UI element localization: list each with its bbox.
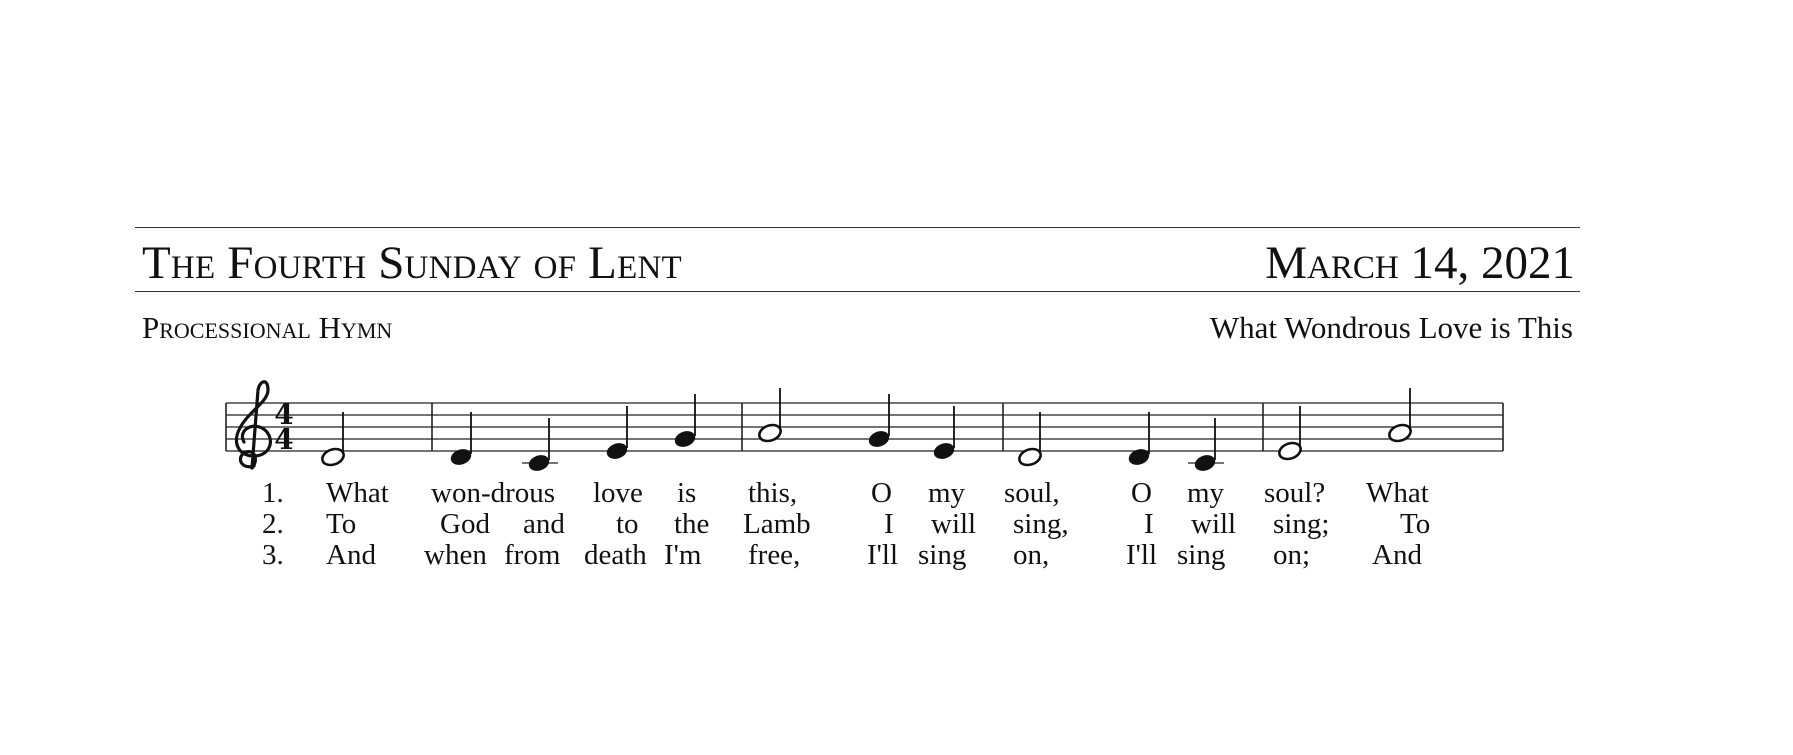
lyric-syllable: And	[326, 539, 376, 571]
lyric-syllable: my	[1187, 477, 1225, 509]
lyric-syllable: on;	[1273, 539, 1311, 571]
lyric-syllable: to	[616, 508, 639, 540]
verse-number: 2.	[262, 508, 284, 540]
lyric-syllable: on,	[1013, 539, 1050, 571]
lyric-syllable: won-drous	[431, 477, 556, 509]
note-half	[757, 388, 783, 444]
lyric-syllable: this,	[748, 477, 798, 509]
lyric-syllable: I'm	[664, 539, 702, 571]
lyric-syllable: the	[674, 508, 710, 540]
lyric-syllable: I	[1144, 508, 1154, 540]
lyric-syllable: I'll	[1126, 539, 1157, 571]
note-quarter	[522, 418, 558, 474]
note-quarter	[673, 394, 698, 450]
time-signature-top: 4	[274, 398, 294, 431]
lyric-syllable: I'll	[867, 539, 898, 571]
staff-lines	[226, 403, 1503, 451]
lyric-syllable: Lamb	[743, 508, 811, 540]
lyric-syllable: What	[326, 477, 389, 509]
note-quarter	[449, 412, 474, 468]
lyric-syllable: soul,	[1004, 477, 1060, 509]
lyric-syllable: sing,	[1013, 508, 1069, 540]
lyric-syllable: sing;	[1273, 508, 1330, 540]
lyric-syllable: will	[1191, 508, 1237, 540]
hymn-title: What Wondrous Love is This	[1209, 310, 1573, 345]
note-quarter	[867, 394, 892, 450]
lyric-syllable: To	[1400, 508, 1431, 540]
service-title: The Fourth Sunday of Lent	[142, 237, 682, 289]
lyric-syllable: sing	[918, 539, 967, 571]
lyric-syllable: O	[1131, 477, 1152, 509]
section-label: Processional Hymn	[142, 310, 393, 345]
service-date: March 14, 2021	[1265, 237, 1575, 289]
note-quarter	[932, 406, 957, 462]
lyric-syllable: What	[1366, 477, 1429, 509]
note-half	[320, 412, 346, 468]
note-quarter	[1188, 418, 1224, 474]
lyric-syllable: To	[326, 508, 357, 540]
lyric-syllable: from	[504, 539, 561, 571]
lyric-syllable: free,	[748, 539, 801, 571]
treble-clef-icon	[236, 382, 270, 468]
lyric-syllable: when	[424, 539, 487, 571]
lyric-syllable: soul?	[1264, 477, 1326, 509]
note-quarter	[1127, 412, 1152, 468]
lyric-syllable: O	[871, 477, 892, 509]
lyric-syllable: sing	[1177, 539, 1226, 571]
lyric-syllable: God	[440, 508, 490, 540]
verse-number: 1.	[262, 477, 284, 509]
lyric-syllable: love	[593, 477, 643, 509]
time-signature-bottom: 4	[274, 423, 294, 456]
verse-number: 3.	[262, 539, 284, 571]
note-half	[1017, 412, 1043, 468]
note-half	[1387, 388, 1413, 444]
lyric-syllable: death	[584, 539, 647, 571]
lyric-syllable: will	[931, 508, 977, 540]
lyric-syllable: is	[677, 477, 697, 509]
lyric-syllable: my	[928, 477, 966, 509]
lyric-syllable: I	[884, 508, 894, 540]
lyric-syllable: and	[523, 508, 565, 540]
lyric-syllable: And	[1372, 539, 1422, 571]
note-quarter	[605, 406, 630, 462]
